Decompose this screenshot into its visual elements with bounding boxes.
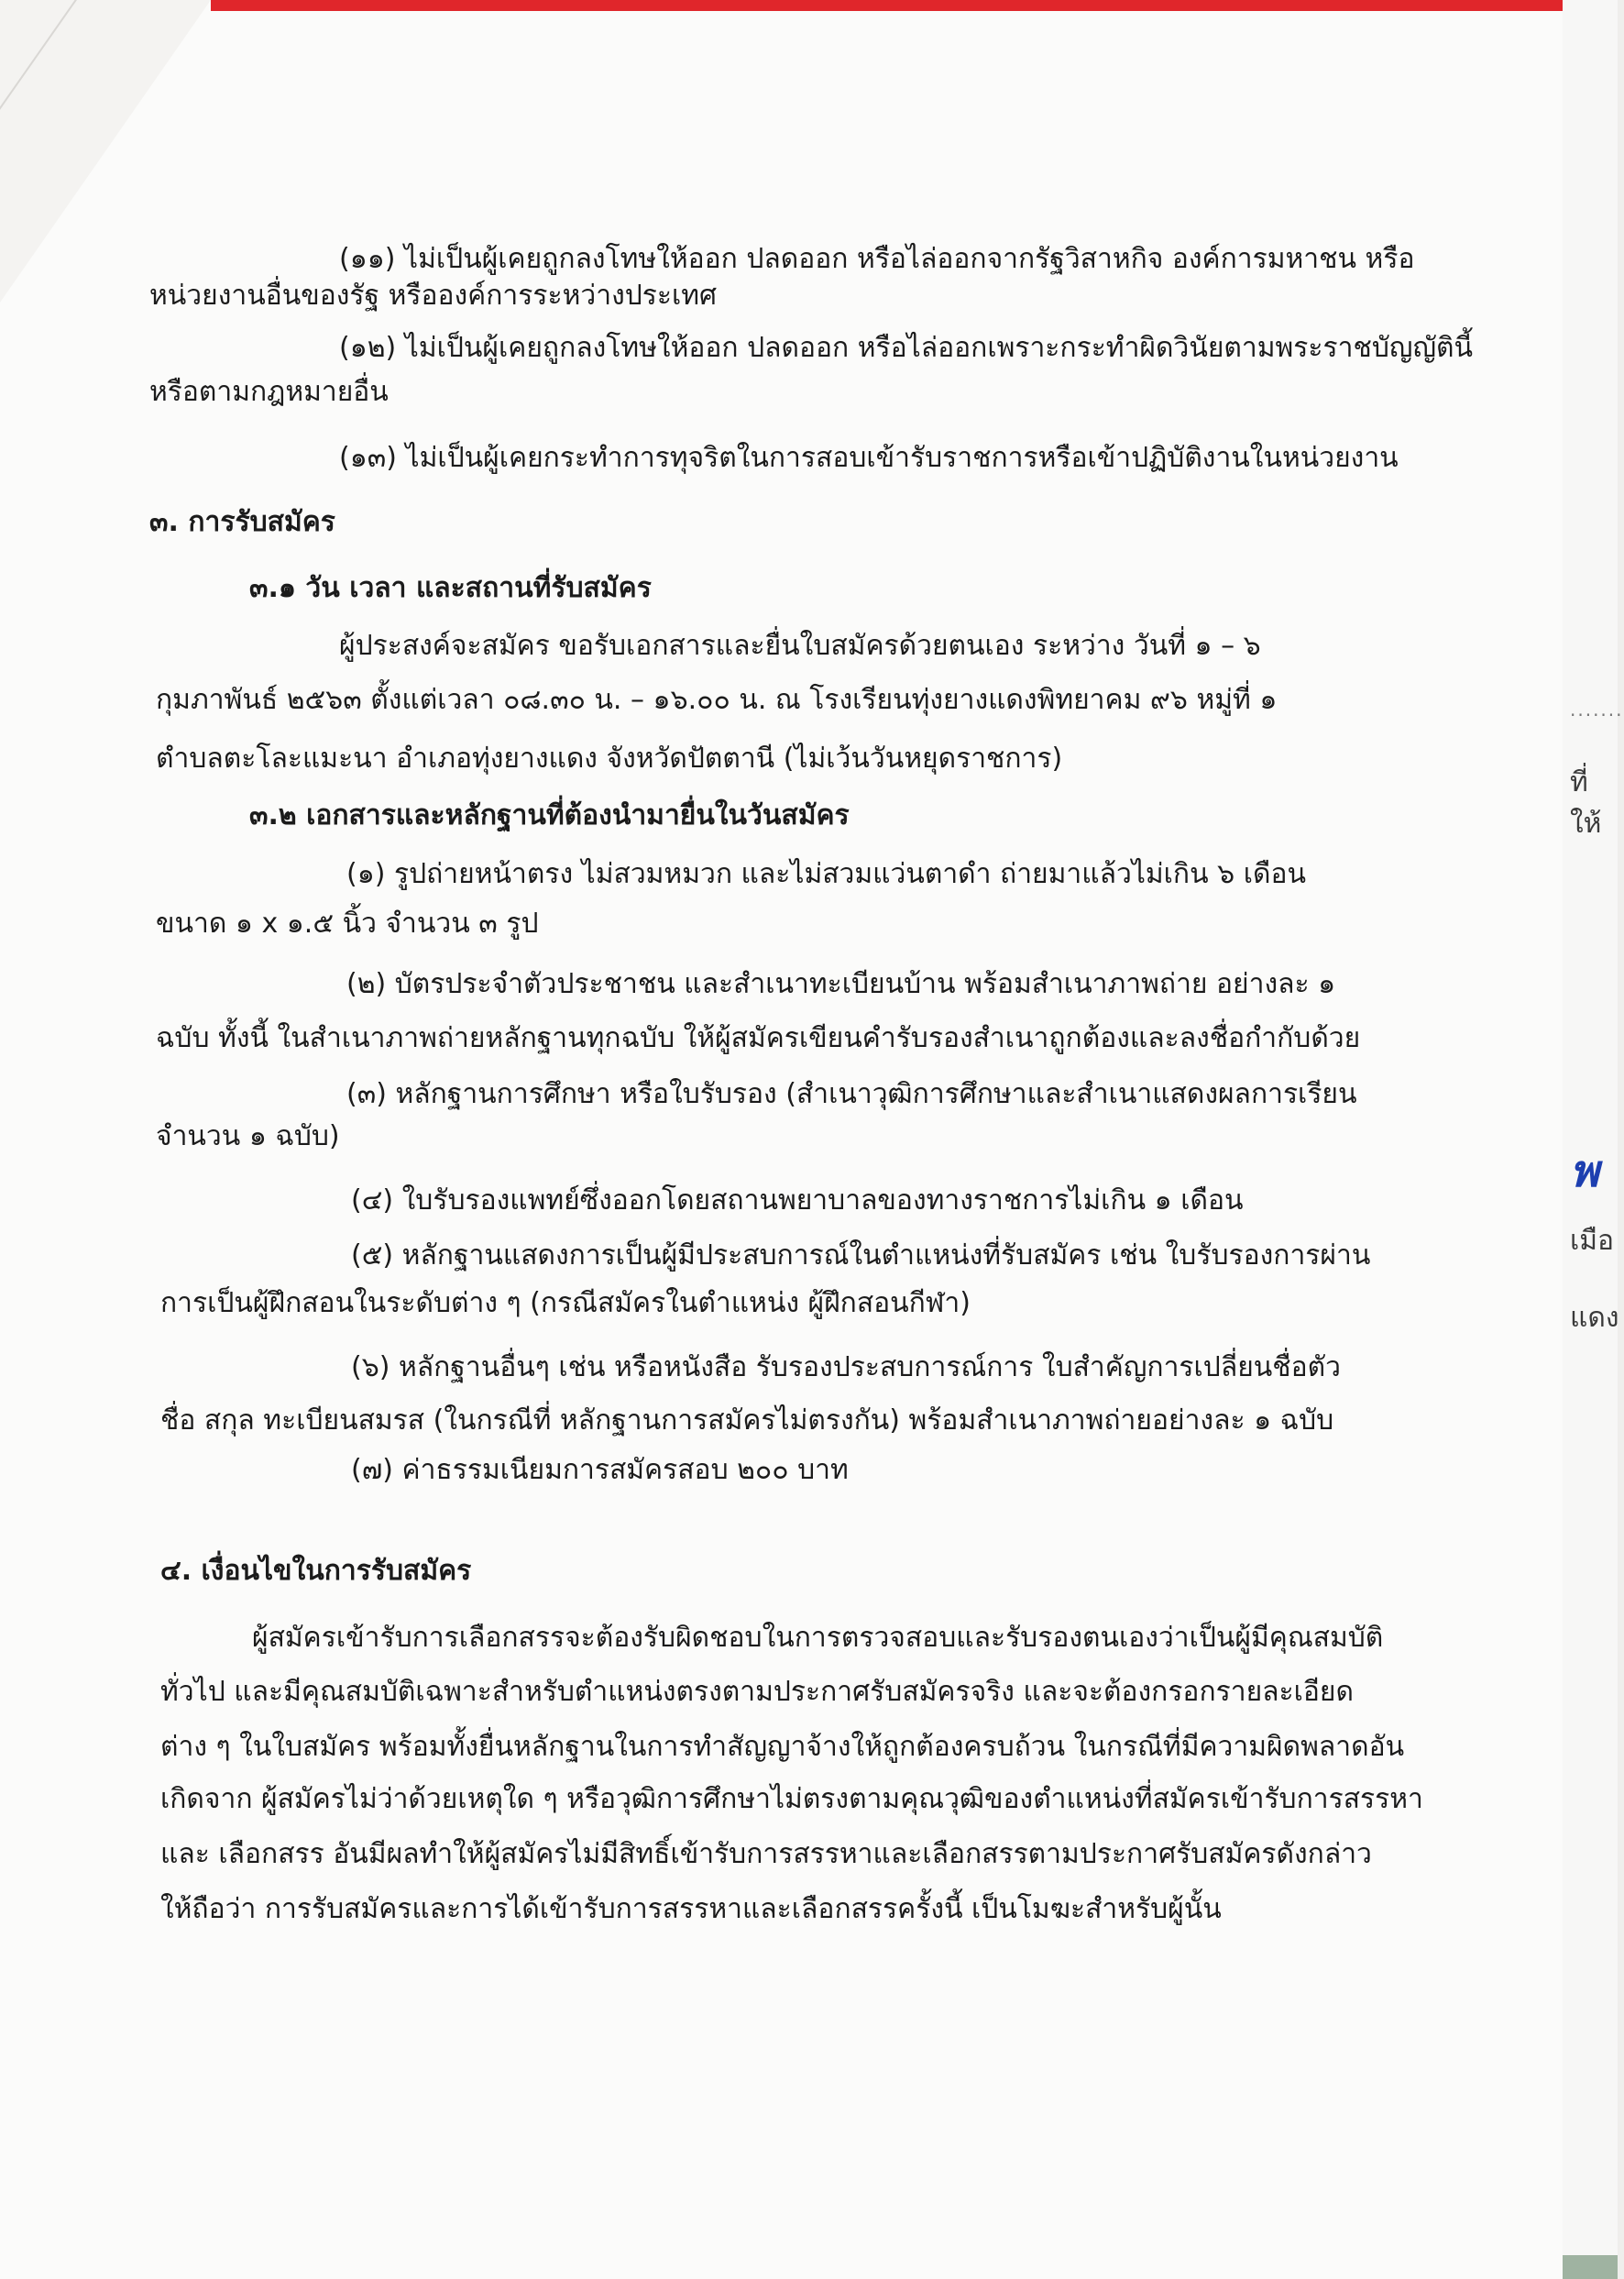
side-text-fragment: แดง — [1570, 1302, 1619, 1334]
text-line: เกิดจาก ผู้สมัครไม่ว่าด้วยเหตุใด ๆ หรือวุฒิการศึกษาไม่ตรงตามคุณวุฒิของตำแหน่งที่สมัครเข้ารับการสรรหา — [160, 1783, 1423, 1815]
text-line: (๑๒) ไม่เป็นผู้เคยถูกลงโทษให้ออก ปลดออก หรือไล่ออกเพราะกระทำผิดวินัยตามพระราชบัญญัตินี้ — [339, 332, 1474, 364]
text-line: ทั่วไป และมีคุณสมบัติเฉพาะสำหรับตำแหน่งตรงตามประกาศรับสมัครจริง และจะต้องกรอกรายละเอียด — [160, 1676, 1354, 1708]
text-line: และ เลือกสรร อันมีผลทำให้ผู้สมัครไม่มีสิทธิ์เข้ารับการสรรหาและเลือกสรรตามประกาศรับสมัครดังกล่าว — [160, 1838, 1372, 1870]
text-line: ผู้สมัครเข้ารับการเลือกสรรจะต้องรับผิดชอบในการตรวจสอบและรับรองตนเองว่าเป็นผู้มีคุณสมบัติ — [252, 1622, 1384, 1654]
text-line: (๕) หลักฐานแสดงการเป็นผู้มีประสบการณ์ในตำแหน่งที่รับสมัคร เช่น ใบรับรองการผ่าน — [351, 1239, 1371, 1272]
text-line: ต่าง ๆ ในใบสมัคร พร้อมทั้งยื่นหลักฐานในการทำสัญญาจ้างให้ถูกต้องครบถ้วน ในกรณีที่มีความผิดพลาดอัน — [160, 1731, 1405, 1763]
desk-edge — [1563, 2255, 1618, 2279]
section-heading: ๔. เงื่อนไขในการรับสมัคร — [160, 1555, 472, 1587]
side-text-fragment: ให้ — [1570, 808, 1602, 840]
text-line: ตำบลตะโละแมะนา อำเภอทุ่งยางแดง จังหวัดปัตตานี (ไม่เว้นวันหยุดราชการ) — [156, 743, 1063, 775]
text-line: จำนวน ๑ ฉบับ) — [156, 1120, 340, 1152]
text-line: หรือตามกฎหมายอื่น — [149, 376, 389, 408]
text-line: (๑๑) ไม่เป็นผู้เคยถูกลงโทษให้ออก ปลดออก หรือไล่ออกจากรัฐวิสาหกิจ องค์การมหาชน หรือ — [339, 243, 1415, 275]
subsection-heading: ๓.๒ เอกสารและหลักฐานที่ต้องนำมายื่นในวันสมัคร — [249, 799, 850, 831]
text-line: การเป็นผู้ฝึกสอนในระดับต่าง ๆ (กรณีสมัครในตำแหน่ง ผู้ฝึกสอนกีฬา) — [160, 1287, 971, 1319]
text-line: ให้ถือว่า การรับสมัครและการได้เข้ารับการสรรหาและเลือกสรรครั้งนี้ เป็นโมฆะสำหรับผู้นั้น — [160, 1893, 1222, 1925]
side-text-fragment: เมือ — [1570, 1225, 1615, 1257]
adjacent-page — [1563, 0, 1624, 2279]
text-line: (๒) บัตรประจำตัวประชาชน และสำเนาทะเบียนบ้าน พร้อมสำเนาภาพถ่าย อย่างละ ๑ — [346, 968, 1336, 1000]
text-line: (๓) หลักฐานการศึกษา หรือใบรับรอง (สำเนาวุฒิการศึกษาและสำเนาแสดงผลการเรียน — [346, 1078, 1357, 1110]
text-line: (๗) ค่าธรรมเนียมการสมัครสอบ ๒๐๐ บาท — [351, 1454, 849, 1486]
side-dotted-line: ······· — [1570, 704, 1624, 726]
text-line: (๔) ใบรับรองแพทย์ซึ่งออกโดยสถานพยาบาลของทางราชการไม่เกิน ๑ เดือน — [351, 1184, 1244, 1217]
text-line: ฉบับ ทั้งนี้ ในสำเนาภาพถ่ายหลักฐานทุกฉบับ ให้ผู้สมัครเขียนคำรับรองสำเนาถูกต้องและลงชื่อกำกับด้วย — [156, 1022, 1361, 1054]
subsection-heading: ๓.๑ วัน เวลา และสถานที่รับสมัคร — [249, 572, 652, 604]
text-line: (๑) รูปถ่ายหน้าตรง ไม่สวมหมวก และไม่สวมแว่นตาดำ ถ่ายมาแล้วไม่เกิน ๖ เดือน — [346, 858, 1306, 890]
text-line: ผู้ประสงค์จะสมัคร ขอรับเอกสารและยื่นใบสมัครด้วยตนเอง ระหว่าง วันที่ ๑ – ๖ — [339, 630, 1261, 662]
text-line: ขนาด ๑ x ๑.๕ นิ้ว จำนวน ๓ รูป — [156, 908, 539, 940]
side-text-fragment: ที่ — [1570, 766, 1588, 798]
text-line: ชื่อ สกุล ทะเบียนสมรส (ในกรณีที่ หลักฐานการสมัครไม่ตรงกัน) พร้อมสำเนาภาพถ่ายอย่างละ ๑ ฉบับ — [160, 1404, 1334, 1437]
signature-mark: พ — [1570, 1146, 1599, 1197]
section-heading: ๓. การรับสมัคร — [149, 506, 335, 538]
text-line: กุมภาพันธ์ ๒๕๖๓ ตั้งแต่เวลา ๐๘.๓๐ น. – ๑๖.๐๐ น. ณ โรงเรียนทุ่งยางแดงพิทยาคม ๙๖ หมู่ที่ ๑ — [156, 684, 1278, 716]
text-line: (๖) หลักฐานอื่นๆ เช่น หรือหนังสือ รับรองประสบการณ์การ ใบสำคัญการเปลี่ยนชื่อตัว — [351, 1351, 1341, 1383]
text-line: (๑๓) ไม่เป็นผู้เคยกระทำการทุจริตในการสอบเข้ารับราชการหรือเข้าปฏิบัติงานในหน่วยงาน — [339, 442, 1399, 474]
text-line: หน่วยงานอื่นของรัฐ หรือองค์การระหว่างประเทศ — [149, 280, 718, 312]
